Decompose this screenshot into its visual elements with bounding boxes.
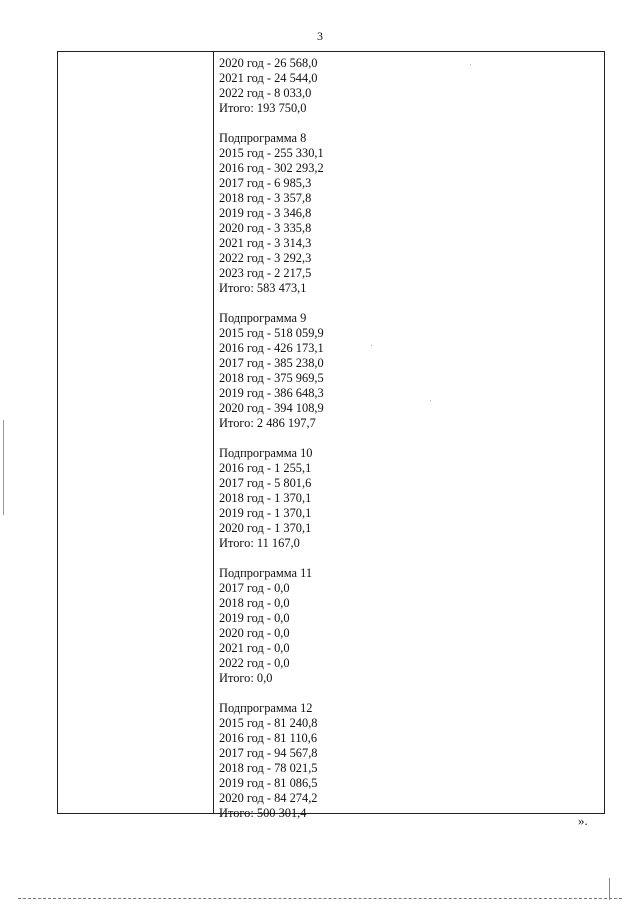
- subprogram-heading: Подпрограмма 8: [219, 131, 307, 145]
- funding-line: 2017 год - 6 985,3: [219, 176, 312, 190]
- funding-line: 2015 год - 81 240,8: [219, 716, 318, 730]
- scan-speck: [430, 400, 431, 401]
- funding-line: 2019 год - 3 346,8: [219, 206, 312, 220]
- funding-line: 2018 год - 0,0: [219, 596, 290, 610]
- funding-line: 2020 год - 84 274,2: [219, 791, 318, 805]
- funding-line: 2018 год - 78 021,5: [219, 761, 318, 775]
- funding-line: 2019 год - 1 370,1: [219, 506, 312, 520]
- funding-line: 2022 год - 3 292,3: [219, 251, 312, 265]
- block-spacer: [219, 116, 596, 131]
- funding-line: Итого: 193 750,0: [219, 101, 307, 115]
- funding-line: 2022 год - 0,0: [219, 656, 290, 670]
- funding-line: Итого: 2 486 197,7: [219, 416, 316, 430]
- closing-quote-mark: ».: [578, 813, 588, 828]
- funding-block: [219, 446, 596, 551]
- funding-line: 2020 год - 0,0: [219, 626, 290, 640]
- funding-block: [219, 56, 596, 116]
- scan-margin-line-right: [609, 878, 610, 900]
- scan-margin-line: [3, 420, 4, 515]
- funding-line: 2017 год - 385 238,0: [219, 356, 324, 370]
- funding-line: 2016 год - 426 173,1: [219, 341, 324, 355]
- column-divider: [213, 52, 214, 813]
- funding-line: 2020 год - 3 335,8: [219, 221, 312, 235]
- block-spacer: [219, 431, 596, 446]
- funding-line: 2016 год - 81 110,6: [219, 731, 318, 745]
- funding-line: 2021 год - 24 544,0: [219, 71, 318, 85]
- funding-line: 2019 год - 0,0: [219, 611, 290, 625]
- scan-speck: [470, 64, 471, 65]
- funding-line: 2022 год - 8 033,0: [219, 86, 312, 100]
- funding-line: Итого: 11 167,0: [219, 536, 300, 550]
- funding-line: 2021 год - 3 314,3: [219, 236, 312, 250]
- funding-line: Итого: 500 301,4: [219, 806, 307, 820]
- funding-table: [57, 51, 605, 820]
- funding-line: 2015 год - 255 330,1: [219, 146, 324, 160]
- funding-line: 2016 год - 1 255,1: [219, 461, 312, 475]
- funding-line: Итого: 0,0: [219, 671, 273, 685]
- funding-line: 2019 год - 81 086,5: [219, 776, 318, 790]
- funding-block: [219, 701, 596, 821]
- page-number: 3: [317, 29, 323, 43]
- subprogram-heading: Подпрограмма 12: [219, 701, 313, 715]
- scan-speck: [371, 345, 372, 346]
- funding-values-cell: [219, 56, 596, 821]
- subprogram-heading: Подпрограмма 10: [219, 446, 313, 460]
- funding-line: 2016 год - 302 293,2: [219, 161, 324, 175]
- funding-line: 2020 год - 394 108,9: [219, 401, 324, 415]
- funding-line: 2021 год - 0,0: [219, 641, 290, 655]
- funding-line: 2017 год - 0,0: [219, 581, 290, 595]
- funding-line: 2019 год - 386 648,3: [219, 386, 324, 400]
- funding-block: [219, 566, 596, 686]
- scan-bottom-edge: [18, 898, 622, 899]
- block-spacer: [219, 686, 596, 701]
- funding-line: 2020 год - 26 568,0: [219, 56, 318, 70]
- funding-block: [219, 131, 596, 296]
- block-spacer: [219, 551, 596, 566]
- subprogram-heading: Подпрограмма 11: [219, 566, 313, 580]
- funding-line: 2020 год - 1 370,1: [219, 521, 312, 535]
- funding-line: 2018 год - 1 370,1: [219, 491, 312, 505]
- funding-line: 2017 год - 94 567,8: [219, 746, 318, 760]
- funding-line: 2023 год - 2 217,5: [219, 266, 312, 280]
- funding-line: Итого: 583 473,1: [219, 281, 307, 295]
- funding-line: 2015 год - 518 059,9: [219, 326, 324, 340]
- funding-line: 2018 год - 375 969,5: [219, 371, 324, 385]
- funding-line: 2018 год - 3 357,8: [219, 191, 312, 205]
- funding-block: [219, 311, 596, 431]
- subprogram-heading: Подпрограмма 9: [219, 311, 307, 325]
- funding-line: 2017 год - 5 801,6: [219, 476, 312, 490]
- block-spacer: [219, 296, 596, 311]
